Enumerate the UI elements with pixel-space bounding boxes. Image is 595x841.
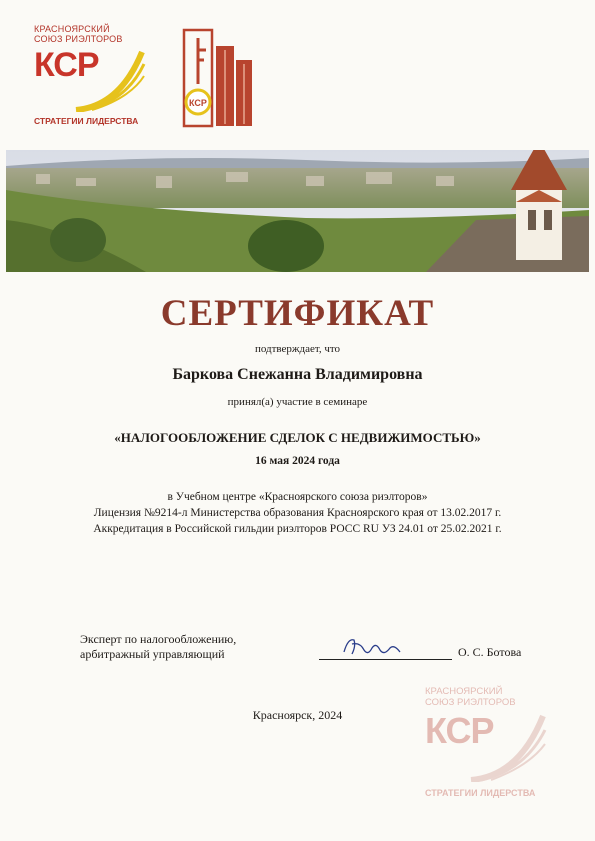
building-key-emblem-icon [176, 24, 256, 132]
city-year: Красноярск, 2024 [252, 708, 343, 722]
signature-line [319, 659, 452, 660]
logo-swoosh-icon [74, 46, 146, 112]
watermark-mark: КСР [425, 710, 494, 751]
signer-name: О. С. Ботова [458, 645, 522, 659]
training-center-text: в Учебном центре «Красноярского союза риэлторов» [167, 491, 428, 503]
logo-org-name: КРАСНОЯРСКИЙ СОЮЗ РИЭЛТОРОВ [34, 24, 123, 44]
accreditation-text: Аккредитация в Российской гильдии риэлторов РОСС RU УЗ 24.01 от 25.02.2021 г. [93, 523, 502, 535]
krasnoyarsk-panorama-image [6, 150, 589, 272]
logo-tagline: СТРАТЕГИИ ЛИДЕРСТВА [34, 116, 139, 126]
emblem-mark: КСР [189, 98, 207, 108]
signer-position-line1: Эксперт по налогообложению, [80, 632, 237, 646]
confirms-text: подтверждает, что [254, 343, 341, 355]
seminar-title: «НАЛОГООБЛОЖЕНИЕ СДЕЛОК С НЕДВИЖИМОСТЬЮ» [114, 430, 481, 445]
handwritten-signature-icon [340, 632, 410, 662]
signer-position [80, 632, 236, 662]
license-text: Лицензия №9214-л Министерства образования Красноярского края от 13.02.2017 г. [93, 507, 502, 519]
signer-position-line2: арбитражный управляющий [80, 647, 225, 661]
participation-text: принял(а) участие в семинаре [227, 396, 368, 408]
watermark-swoosh-icon [469, 710, 547, 782]
ksr-watermark-logo [425, 686, 550, 802]
watermark-tagline: СТРАТЕГИИ ЛИДЕРСТВА [425, 788, 536, 798]
ksr-logo [34, 24, 152, 130]
recipient-name: Баркова Снежанна Владимировна [172, 366, 423, 383]
watermark-org-name: КРАСНОЯРСКИЙ СОЮЗ РИЭЛТОРОВ [425, 686, 516, 708]
logo-mark: КСР [34, 46, 99, 84]
seminar-date: 16 мая 2024 года [255, 455, 340, 467]
certificate-title: СЕРТИФИКАТ [160, 293, 435, 334]
